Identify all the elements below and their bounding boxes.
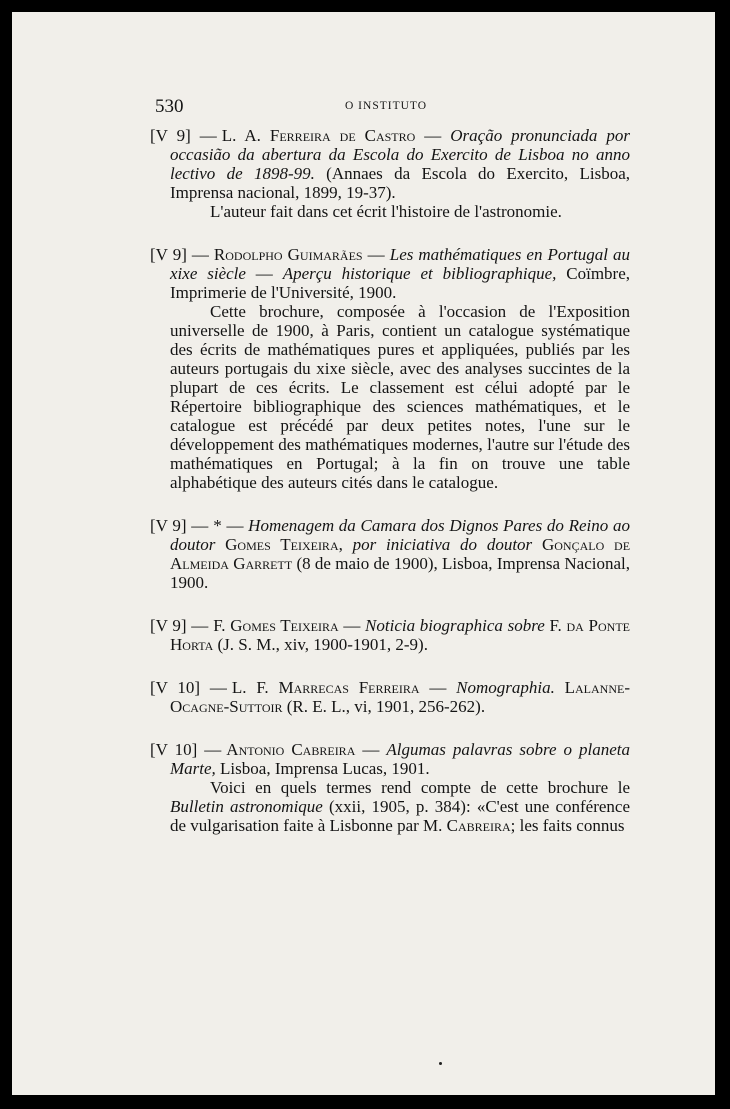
entry-publication: Coïmbre, Imprimerie de l'Université, 1900. (170, 264, 631, 302)
entry-author: Antonio Cabreira (226, 740, 356, 759)
entry-person: Gonçalo de Almeida Garrett (170, 535, 631, 573)
entry-author: * (213, 516, 222, 535)
entry-title: Homenagem da Camara dos Dignos Pares do Reino ao doutor (170, 516, 630, 554)
page-number: 530 (155, 96, 184, 117)
entry-citation (150, 126, 630, 202)
entry-ref: [V 9] — (150, 245, 209, 264)
page-body (150, 126, 630, 859)
entry-author: L. F. Marrecas Ferreira (231, 678, 420, 697)
entry-person: Lalanne-Ocagne-Suttoir (170, 678, 630, 716)
entry-ref: [V 9] — (150, 516, 209, 535)
entry-abstract (150, 778, 630, 835)
entry-title: Les mathématiques en Portugal au xixe siècle (170, 245, 631, 283)
entry-title: Nomographia. (456, 678, 555, 697)
bibliography-entry (150, 245, 630, 492)
entry-person: F. da Ponte Horta (170, 616, 630, 654)
entry-citation (150, 516, 630, 592)
abstract-text: Voici en quels termes rend compte de cette brochure le (210, 778, 630, 797)
entry-citation (150, 245, 630, 302)
entry-publication: (Annaes da Escola do Exercito, Lisboa, Imprensa nacional, 1899, 19-37). (170, 164, 630, 202)
running-title: O INSTITUTO (345, 100, 428, 112)
bibliography-entry (150, 678, 630, 716)
entry-author: L. A. Ferreira de Castro (221, 126, 416, 145)
entry-abstract: L'auteur fait dans cet écrit l'histoire de l'astronomie. (210, 202, 562, 221)
entry-ref: [V 10] — (150, 678, 227, 697)
abstract-text: (xxii, 1905, p. 384): «C'est une conférence de vulgarisation faite à Lisbonne par M. (170, 797, 631, 835)
page-header (155, 96, 625, 120)
entry-title: Noticia biographica sobre (365, 616, 545, 635)
entry-author: F. Gomes Teixeira (213, 616, 339, 635)
entry-publication: (J. S. M., xiv, 1900-1901, 2-9). (213, 635, 428, 654)
entry-ref: [V 9] — (150, 616, 209, 635)
entry-publication: (8 de maio de 1900), Lisboa, Imprensa Nacional, 1900. (170, 554, 630, 592)
entry-abstract: Cette brochure, composée à l'occasion de l'Exposition universelle de 1900, à Paris, contient un catalogue systématique des écrits de mathématiques pures et appliquées, publiés par les auteurs portugais du xixe siècle, avec des analyses succintes de la plupart de ces écrits. Le classement est célui adopté par le Répertoire bibliographique des sciences mathématiques, et le catalogue est précédé par deux petites notes, l'une sur le développement des mathématiques modernes, l'autre sur l'étude des mathématiques en Portugal; à la fin on trouve une table alphabétique des auteurs cités dans le catalogue. (170, 302, 630, 492)
bibliography-entry (150, 126, 630, 221)
bibliography-entry (150, 616, 630, 654)
entry-ref: [V 10] — (150, 740, 222, 759)
print-dot-mark (439, 1062, 442, 1065)
entry-separator: — (221, 516, 249, 535)
entry-separator: — (419, 678, 457, 697)
abstract-person: Cabreira; (446, 816, 516, 835)
entry-publication: Lisboa, Imprensa Lucas, 1901. (215, 759, 430, 778)
abstract-journal: Bulletin astronomique (170, 797, 323, 816)
entry-separator: — (245, 264, 283, 283)
entry-publication: (R. E. L., vi, 1901, 256-262). (282, 697, 486, 716)
entry-person: Gomes Teixeira, (225, 535, 343, 554)
entry-title: Algumas palavras sobre o planeta Marte, (170, 740, 630, 778)
bibliography-entry (150, 740, 630, 835)
entry-citation (150, 616, 630, 654)
entry-separator: — (362, 245, 390, 264)
entry-separator: — (415, 126, 451, 145)
entry-title-continued: por iniciativa do doutor (352, 535, 533, 554)
entry-separator: — (355, 740, 387, 759)
entry-title: Oração pronunciada por occasião da abertura da Escola do Exercito de Lisboa no anno lectivo de 1898-99. (170, 126, 631, 183)
entry-separator: — (338, 616, 366, 635)
entry-citation (150, 740, 630, 778)
document-page (12, 12, 715, 1095)
abstract-text: les faits connus (519, 816, 625, 835)
entry-citation (150, 678, 630, 716)
entry-ref: [V 9] — (150, 126, 217, 145)
entry-subtitle: Aperçu historique et bibliographique, (282, 264, 557, 283)
entry-author: Rodolpho Guimarães (213, 245, 363, 264)
bibliography-entry (150, 516, 630, 592)
